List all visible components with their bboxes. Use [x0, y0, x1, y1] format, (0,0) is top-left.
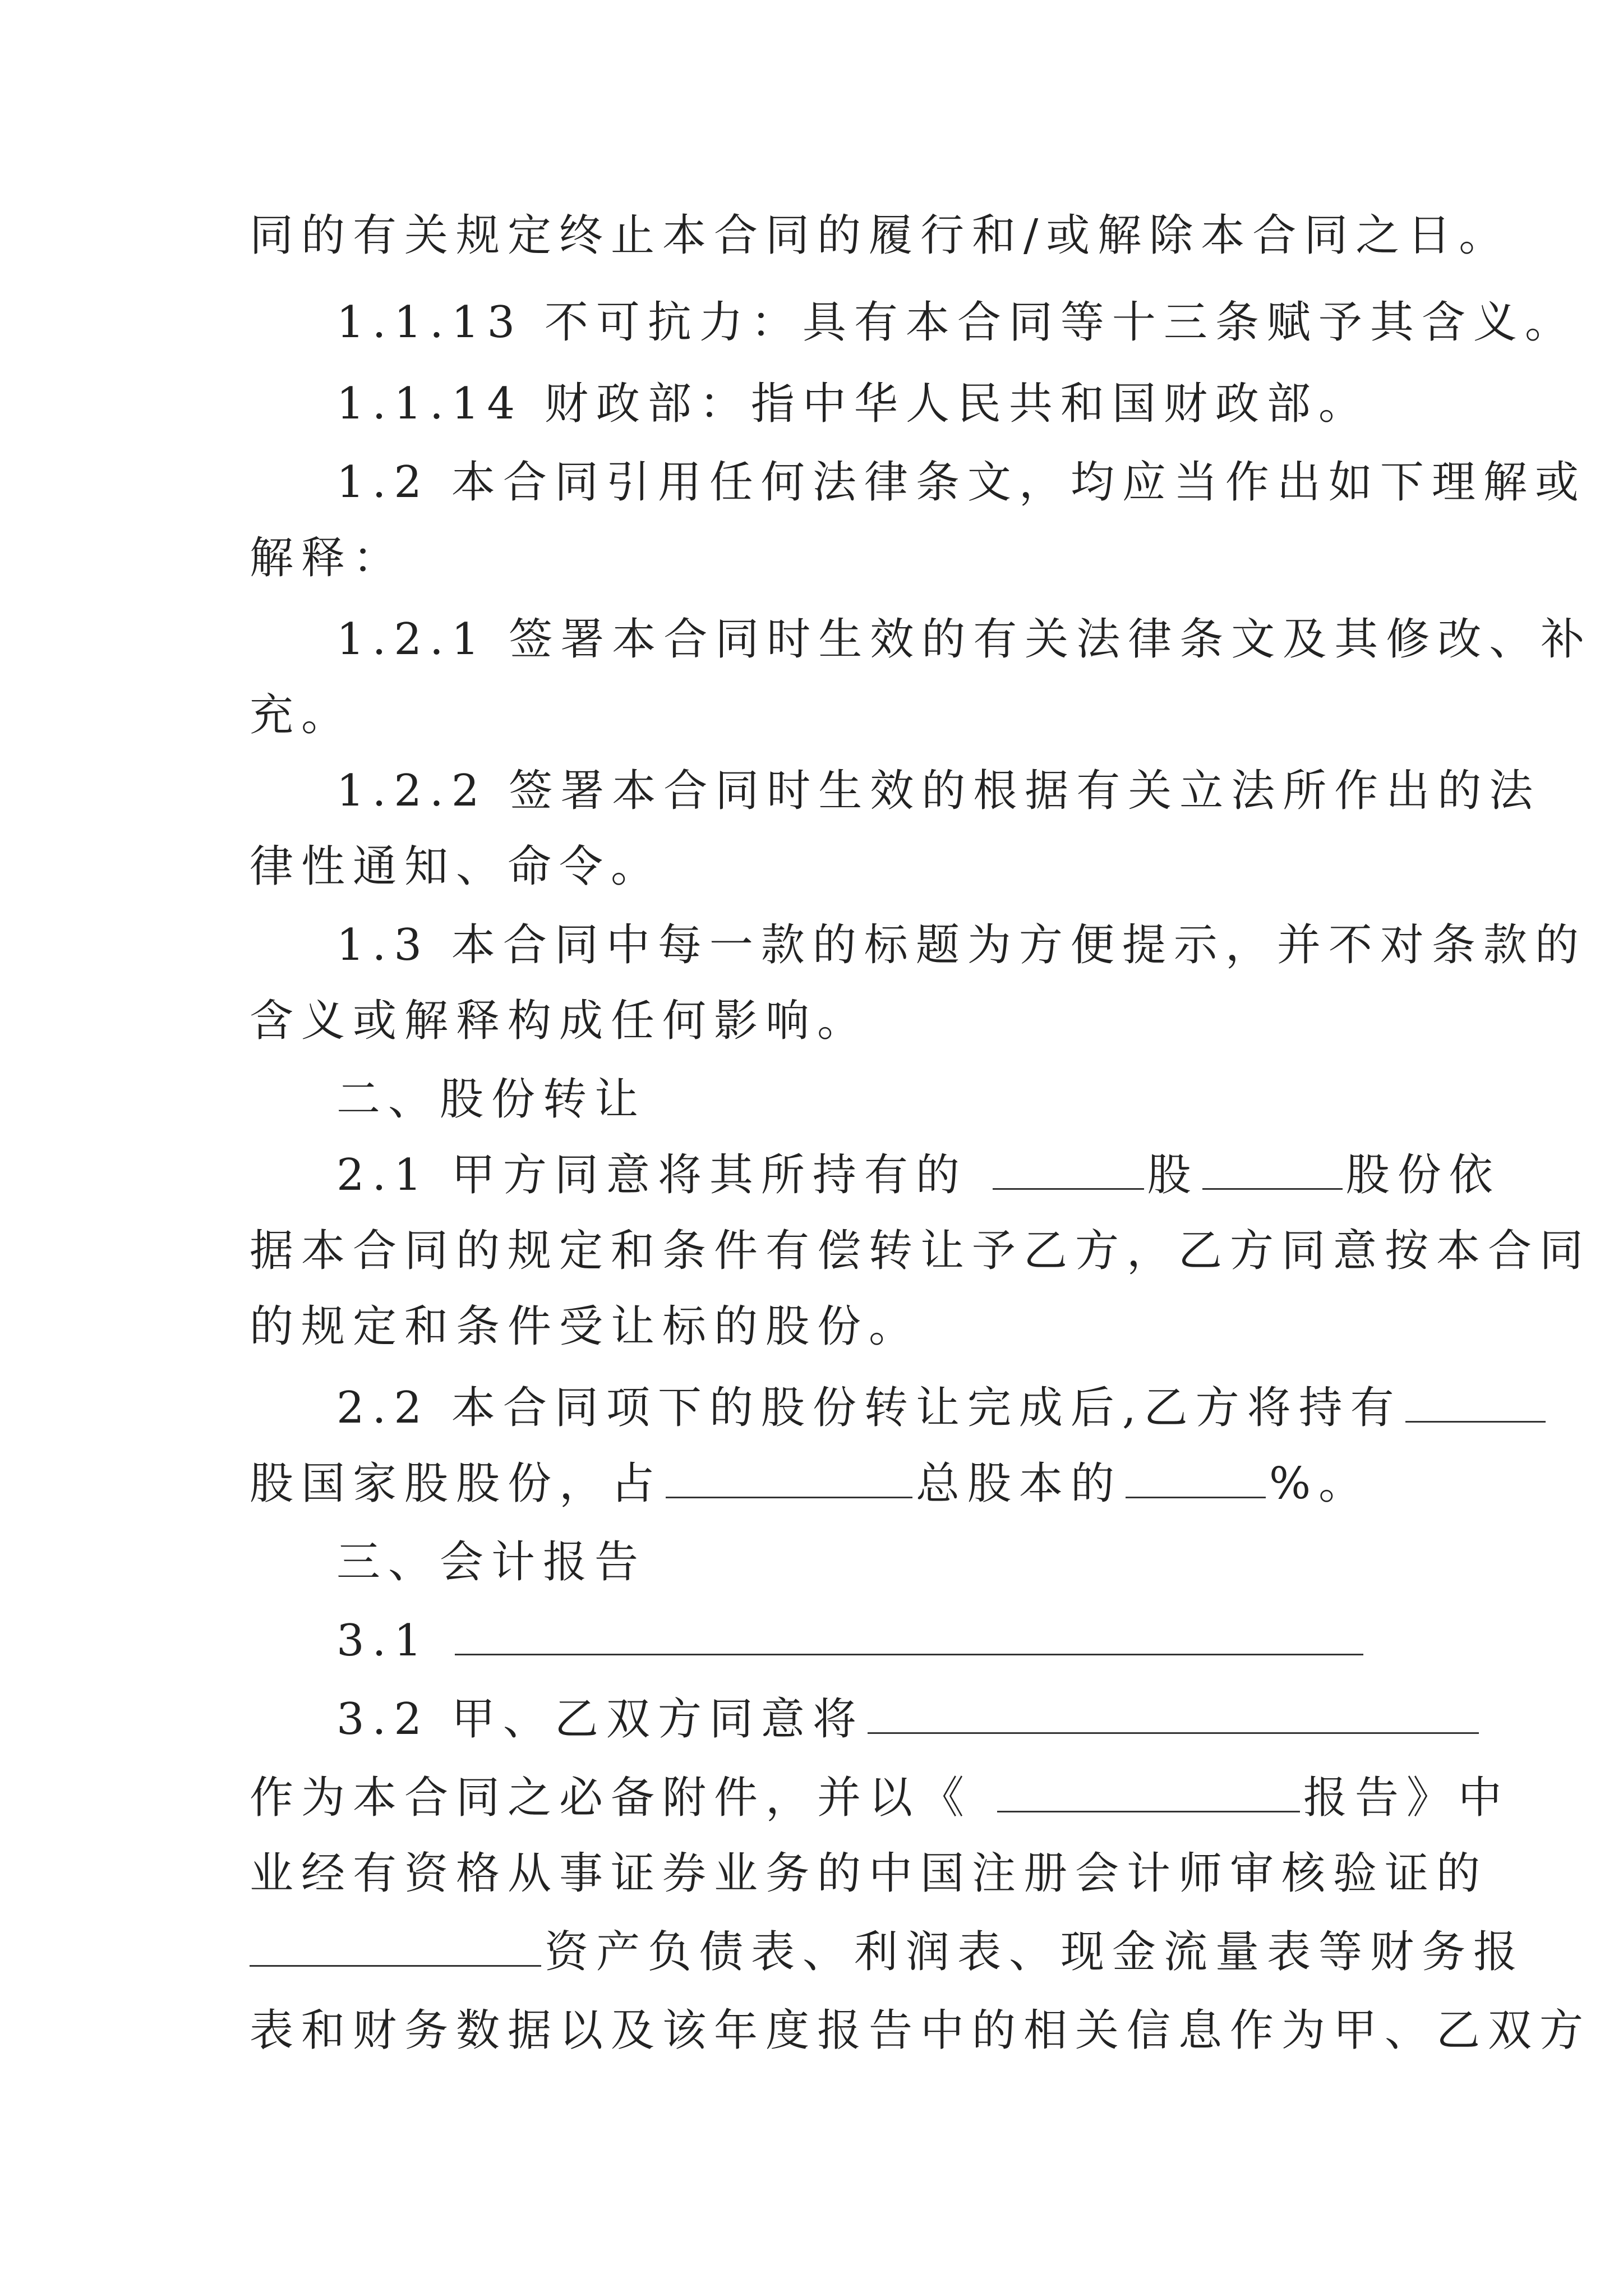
section-heading-share-transfer: 二、股份转让: [336, 1074, 647, 1125]
fill-blank-line: [868, 1693, 1479, 1734]
clause-1-2-1: 1.2.1 签署本合同时生效的有关法律条文及其修改、补: [336, 614, 1593, 665]
clause-3-1: [336, 1596, 1481, 1686]
inline-text: %。: [1269, 1458, 1371, 1509]
inline-text: 总股本的: [916, 1458, 1123, 1509]
text-line: 表和财务数据以及该年度报告中的相关信息作为甲、乙双方: [250, 2005, 1592, 2056]
inline-text: 作为本合同之必备附件，并以《: [250, 1773, 972, 1823]
clause-2-1-text: 股份依: [1345, 1150, 1501, 1200]
clause-1-2: 1.2 本合同引用任何法律条文，均应当作出如下理解或: [336, 457, 1587, 508]
clause-1-2-2: 1.2.2 签署本合同时生效的根据有关立法所作出的法: [336, 766, 1541, 816]
text-line: 解释：: [250, 533, 405, 583]
clause-3-2-text: 3.2 甲、乙双方同意将: [336, 1694, 864, 1745]
fill-blank-line: [1202, 1149, 1343, 1190]
fill-blank-line: [250, 1926, 541, 1967]
fill-blank-line: [993, 1149, 1144, 1190]
text-line: 充。: [250, 690, 353, 740]
clause-2-2-text: 2.2 本合同项下的股份转让完成后,乙方将持有: [336, 1383, 1402, 1433]
text-line: 律性通知、命令。: [250, 841, 663, 892]
clause-2-1-text: 2.1 甲方同意将其所持有的: [336, 1150, 967, 1200]
fill-blank-line: [1405, 1382, 1546, 1423]
text-line: [250, 1907, 1525, 1997]
clause-1-1-14: 1.1.14 财政部：指中华人民共和国财政部。: [336, 379, 1370, 429]
fill-blank-line: [666, 1457, 912, 1498]
text-line: 的规定和条件受让标的股份。: [250, 1301, 921, 1352]
text-line: [250, 1439, 1394, 1529]
fill-blank-line: [997, 1772, 1300, 1812]
fill-blank-line: [455, 1614, 1363, 1655]
inline-text: 股国家股股份，占: [250, 1458, 663, 1509]
text-line: 业经有资格从事证券业务的中国注册会计师审核验证的: [250, 1848, 1488, 1899]
clause-1-1-13: 1.1.13 不可抗力：具有本合同等十三条赋予其含义。: [336, 297, 1576, 348]
text-line: 含义或解释构成任何影响。: [250, 996, 869, 1046]
clause-2-1-text: 股: [1147, 1150, 1199, 1200]
inline-text: 资产负债表、利润表、现金流量表等财务报: [545, 1927, 1525, 1977]
text-line: 同的有关规定终止本合同的履行和/或解除本合同之日。: [250, 210, 1511, 261]
section-heading-accounting-report: 三、会计报告: [336, 1537, 647, 1588]
clause-number: 3.1: [336, 1616, 430, 1666]
fill-blank-line: [1126, 1457, 1266, 1498]
text-line: 据本合同的规定和条件有偿转让予乙方，乙方同意按本合同: [250, 1226, 1592, 1276]
inline-text: 报告》中: [1303, 1773, 1510, 1823]
clause-3-2: [336, 1674, 1481, 1764]
clause-1-3: 1.3 本合同中每一款的标题为方便提示，并不对条款的: [336, 920, 1587, 970]
